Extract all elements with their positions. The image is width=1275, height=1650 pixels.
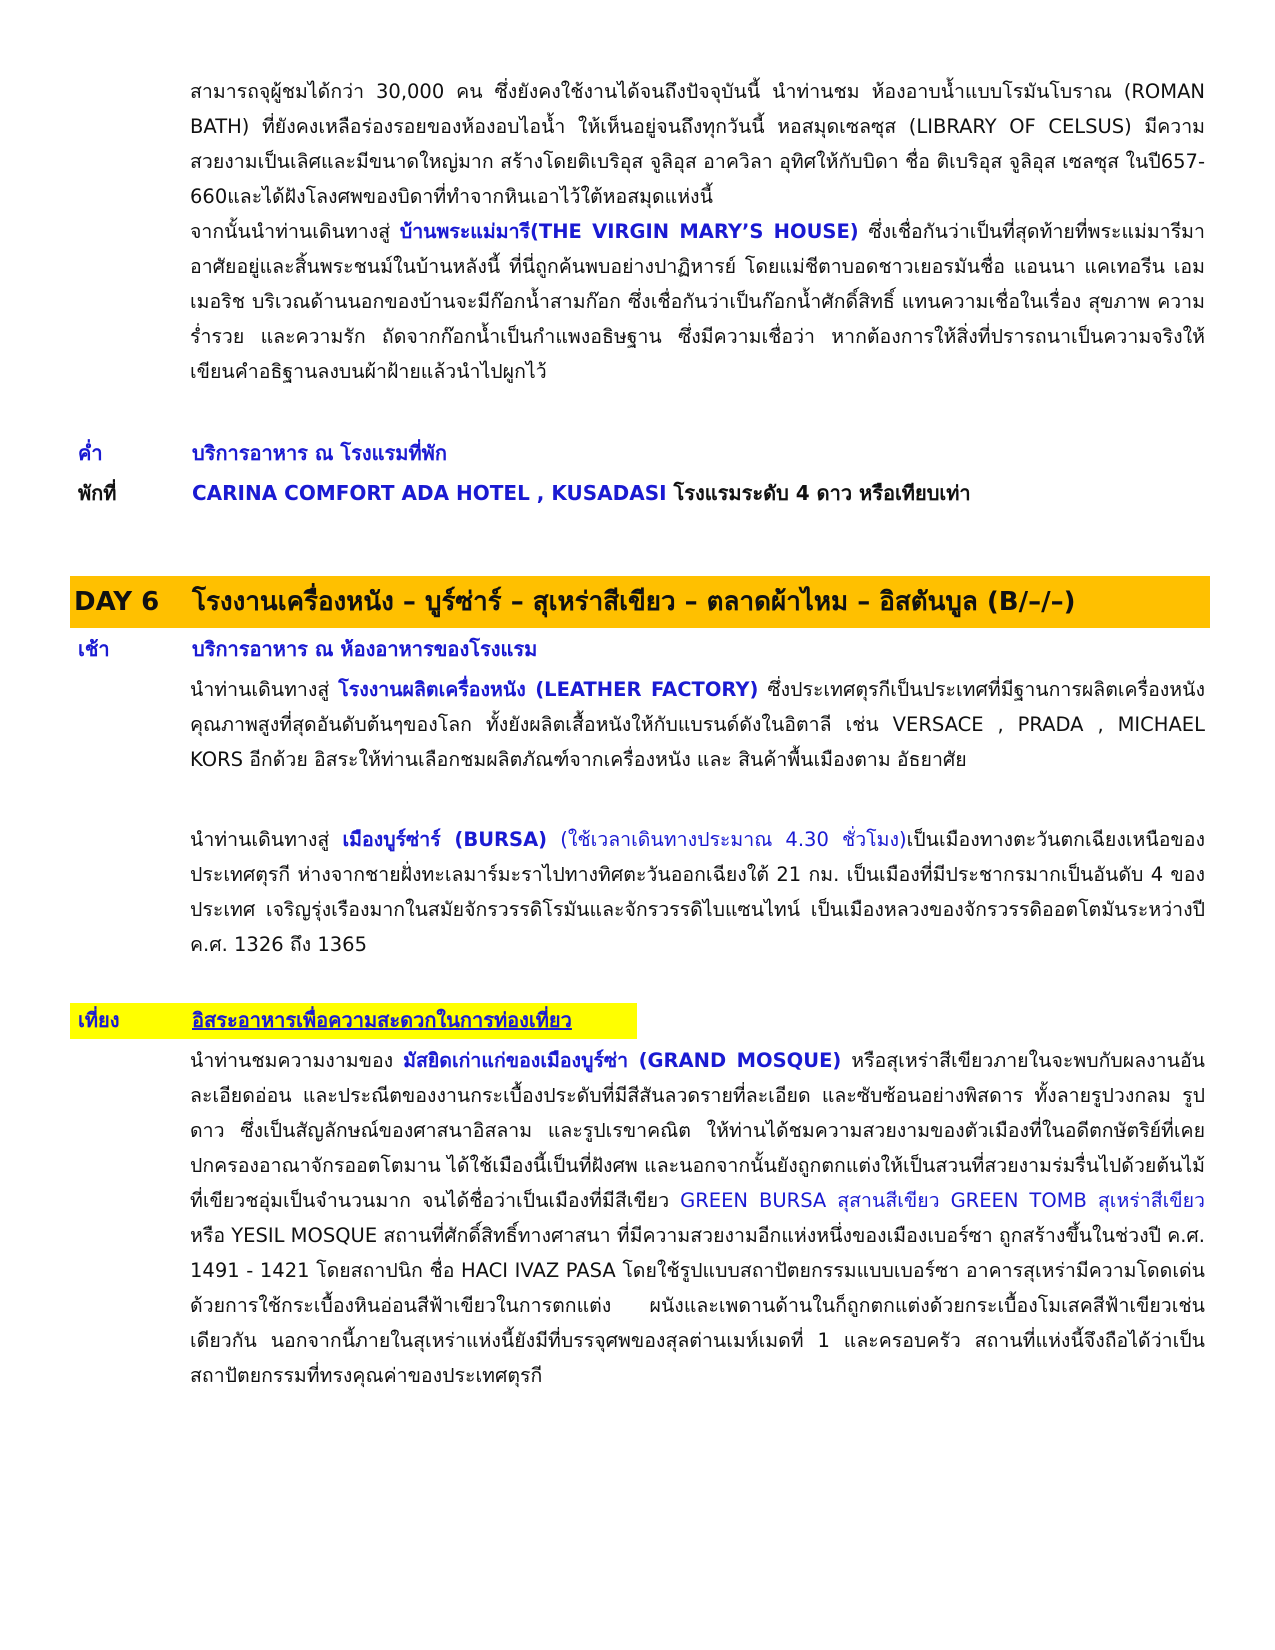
day-label: DAY 6	[74, 587, 160, 617]
bursa-travel-note: (ใช้เวลาเดินทางประมาณ 4.30 ชั่วโมง)	[547, 828, 907, 851]
stay-label: พักที่	[78, 481, 117, 505]
hotel-rating: โรงแรมระดับ 4 ดาว หรือเทียบเท่า	[666, 481, 971, 505]
mosque-paragraph	[190, 1043, 1205, 1393]
dinner-text: บริการอาหาร ณ โรงแรมที่พัก	[192, 441, 447, 465]
bursa-highlight: เมืองบูร์ซ่าร์ (BURSA)	[342, 828, 548, 851]
leather-paragraph	[190, 672, 1205, 777]
ephesus-paragraph	[190, 74, 1205, 389]
morning-label: เช้า	[78, 637, 110, 661]
noon-label: เที่ยง	[78, 1008, 120, 1032]
bursa-paragraph	[190, 822, 1205, 962]
bursa-post: เป็นเมืองทางตะวันตกเฉียงเหนือของประเทศตุรกี ห่างจากชายฝั่งทะเลมาร์มะราไปทางทิศตะวันออกเฉียงใต้ 21 กม. เป็นเมืองที่มีประชากรมากเป็นอันดับ 4 ของประเทศ เจริญรุ่งเรืองมากในสมัยจักรวรรดิโรมันและจักรวรรดิไบแซนไทน์ เป็นเมืองหลวงของจักรวรรดิออตโตมันระหว่างปี ค.ศ. 1326 ถึง 1365	[190, 828, 1205, 956]
virgin-mary-post: ซึ่งเชื่อกันว่าเป็นที่สุดท้ายที่พระแม่มารีมาอาศัยอยู่และสิ้นพระชนม์ในบ้านหลังนี้ ที่นี่ถูกค้นพบอย่างปาฏิหารย์ โดยแม่ชีตาบอดชาวเยอรมันชื่อ แอนนา แคเทอรีน เอมเมอริช บริเวณด้านนอกของบ้านจะมีก๊อกน้ำสามก๊อก ซึ่งเชื่อกันว่าเป็นก๊อกน้ำศักดิ์สิทธิ์ แทนความเชื่อในเรื่อง สุขภาพ ความร่ำรวย และความรัก ถัดจากก๊อกน้ำเป็นกำแพงอธิษฐาน ซึ่งมีความเชื่อว่า หากต้องการให้สิ่งที่ปรารถนาเป็นความจริงให้เขียนคำอธิฐานลงบนผ้าฝ้ายแล้วนำไปผูกไว้	[190, 220, 1205, 383]
mosque-post: หรือ YESIL MOSQUE สถานที่ศักดิ์สิทธิ์ทางศาสนา ที่มีความสวยงามอีกแห่งหนึ่งของเมืองเบอร์ซา ถูกสร้างขึ้นในช่วงปี ค.ศ. 1491 - 1421 โดยสถาปนิก ชื่อ HACI IVAZ PASA โดยใช้รูปแบบสถาปัตยกรรมแบบเบอร์ซา อาคารสุเหร่ามีความโดดเด่นด้วยการใช้กระเบื้องหินอ่อนสีฟ้าเขียวในการตกแต่ง ผนังและเพดานด้านในก็ถูกตกแต่งด้วยกระเบื้องโมเสคสีฟ้าเขียวเช่นเดียวกัน นอกจากนี้ภายในสุเหร่าแห่งนี้ยังมีที่บรรจุศพของสุลต่านเมห์เมดที่ 1 และครอบครัว สถานที่แห่งนี้จึงถือได้ว่าเป็นสถาปัตยกรรมที่ทรงคุณค่าของประเทศตุรกี	[190, 1224, 1206, 1387]
bursa-pre: นำท่านเดินทางสู่	[190, 828, 343, 851]
leather-factory-highlight: โรงงานผลิตเครื่องหนัง (LEATHER FACTORY)	[338, 678, 759, 701]
ephesus-text: สามารถจุผู้ชมได้กว่า 30,000 คน ซึ่งยังคงใช้งานได้จนถึงปัจจุบันนี้ นำท่านชม ห้องอาบน้ำแบบโรมันโบราณ (ROMAN BATH) ที่ยังคงเหลือร่องรอยของห้องอบไอน้ำ ให้เห็นอยู่จนถึงทุกวันนี้ หอสมุดเซลซุส (LIBRARY OF CELSUS) มีความสวยงามเป็นเลิศและมีขนาดใหญ่มาก สร้างโดยติเบริอุส จูลิอุส อาควิลา อุทิศให้กับบิดา ชื่อ ติเบริอุส จูลิอุส เซลซุส ในปี657-660และได้ฝังโลงศพของบิดาที่ทำจากหินเอาไว้ใต้หอสมุดแห่งนี้	[190, 80, 1205, 208]
virgin-mary-paragraph	[190, 214, 1205, 389]
leather-post: ซึ่งประเทศตุรกีเป็นประเทศที่มีฐานการผลิตเครื่องหนังคุณภาพสูงที่สุดอันดับต้นๆของโลก ทั้งยังผลิตเสื้อหนังให้กับแบรนด์ดังในอิตาลี เช่น VERSACE , PRADA , MICHAEL KORS อีกด้วย อิสระให้ท่านเลือกชมผลิตภัณฑ์จากเครื่องหนัง และ สินค้าพื้นเมืองตาม อัธยาศัย	[190, 678, 1206, 771]
virgin-mary-house-highlight: บ้านพระแม่มารี(THE VIRGIN MARY’S HOUSE)	[399, 220, 859, 243]
dinner-label: ค่ำ	[78, 441, 103, 465]
day-header-bar	[70, 576, 1210, 628]
stay-text	[192, 476, 971, 511]
mosque-mid: หรือสุเหร่าสีเขียวภายในจะพบกับผลงานอันละเอียดอ่อน และประณีตของงานกระเบื้องประดับที่มีสีสันลวดรายที่ละเอียด และซับซ้อนอย่างพิสดาร ทั้งลายรูปวงกลม รูปดาว ซึ่งเป็นสัญลักษณ์ของศาสนาอิสลาม และรูปเรขาคณิต ให้ท่านได้ชมความสวยงามของตัวเมืองที่ในอดีตกษัตริย์ที่เคยปกครองอาณาจักรออตโตมาน ได้ใช้เมืองนี้เป็นที่ฝังศพ และนอกจากนั้นยังถูกตกแต่งให้เป็นสวนที่สวยงามร่มรื่นไปด้วยต้นไม้ที่เขียวชอุ่มเป็นจำนวนมาก จนได้ชื่อว่าเป็นเมืองที่มีสีเขียว	[190, 1049, 1205, 1212]
green-bursa-text: GREEN BURSA สุสานสีเขียว GREEN TOMB สุเหร่าสีเขียว	[680, 1189, 1205, 1212]
hotel-name: CARINA COMFORT ADA HOTEL , KUSADASI	[192, 481, 667, 505]
mosque-pre: นำท่านชมความงามของ	[190, 1049, 404, 1072]
virgin-mary-pre: จากนั้นนำท่านเดินทางสู่	[190, 220, 400, 243]
morning-text: บริการอาหาร ณ ห้องอาหารของโรงแรม	[192, 637, 538, 661]
grand-mosque-highlight: มัสยิดเก่าแก่ของเมืองบูร์ซ่า (GRAND MOSQUE)	[403, 1049, 842, 1072]
leather-pre: นำท่านเดินทางสู่	[190, 678, 339, 701]
day-title: โรงงานเครื่องหนัง – บูร์ซ่าร์ – สุเหร่าสีเขียว – ตลาดผ้าไหม – อิสตันบูล (B/–/–)	[192, 587, 1076, 617]
noon-text: อิสระอาหารเพื่อความสะดวกในการท่องเที่ยว	[192, 1008, 572, 1032]
